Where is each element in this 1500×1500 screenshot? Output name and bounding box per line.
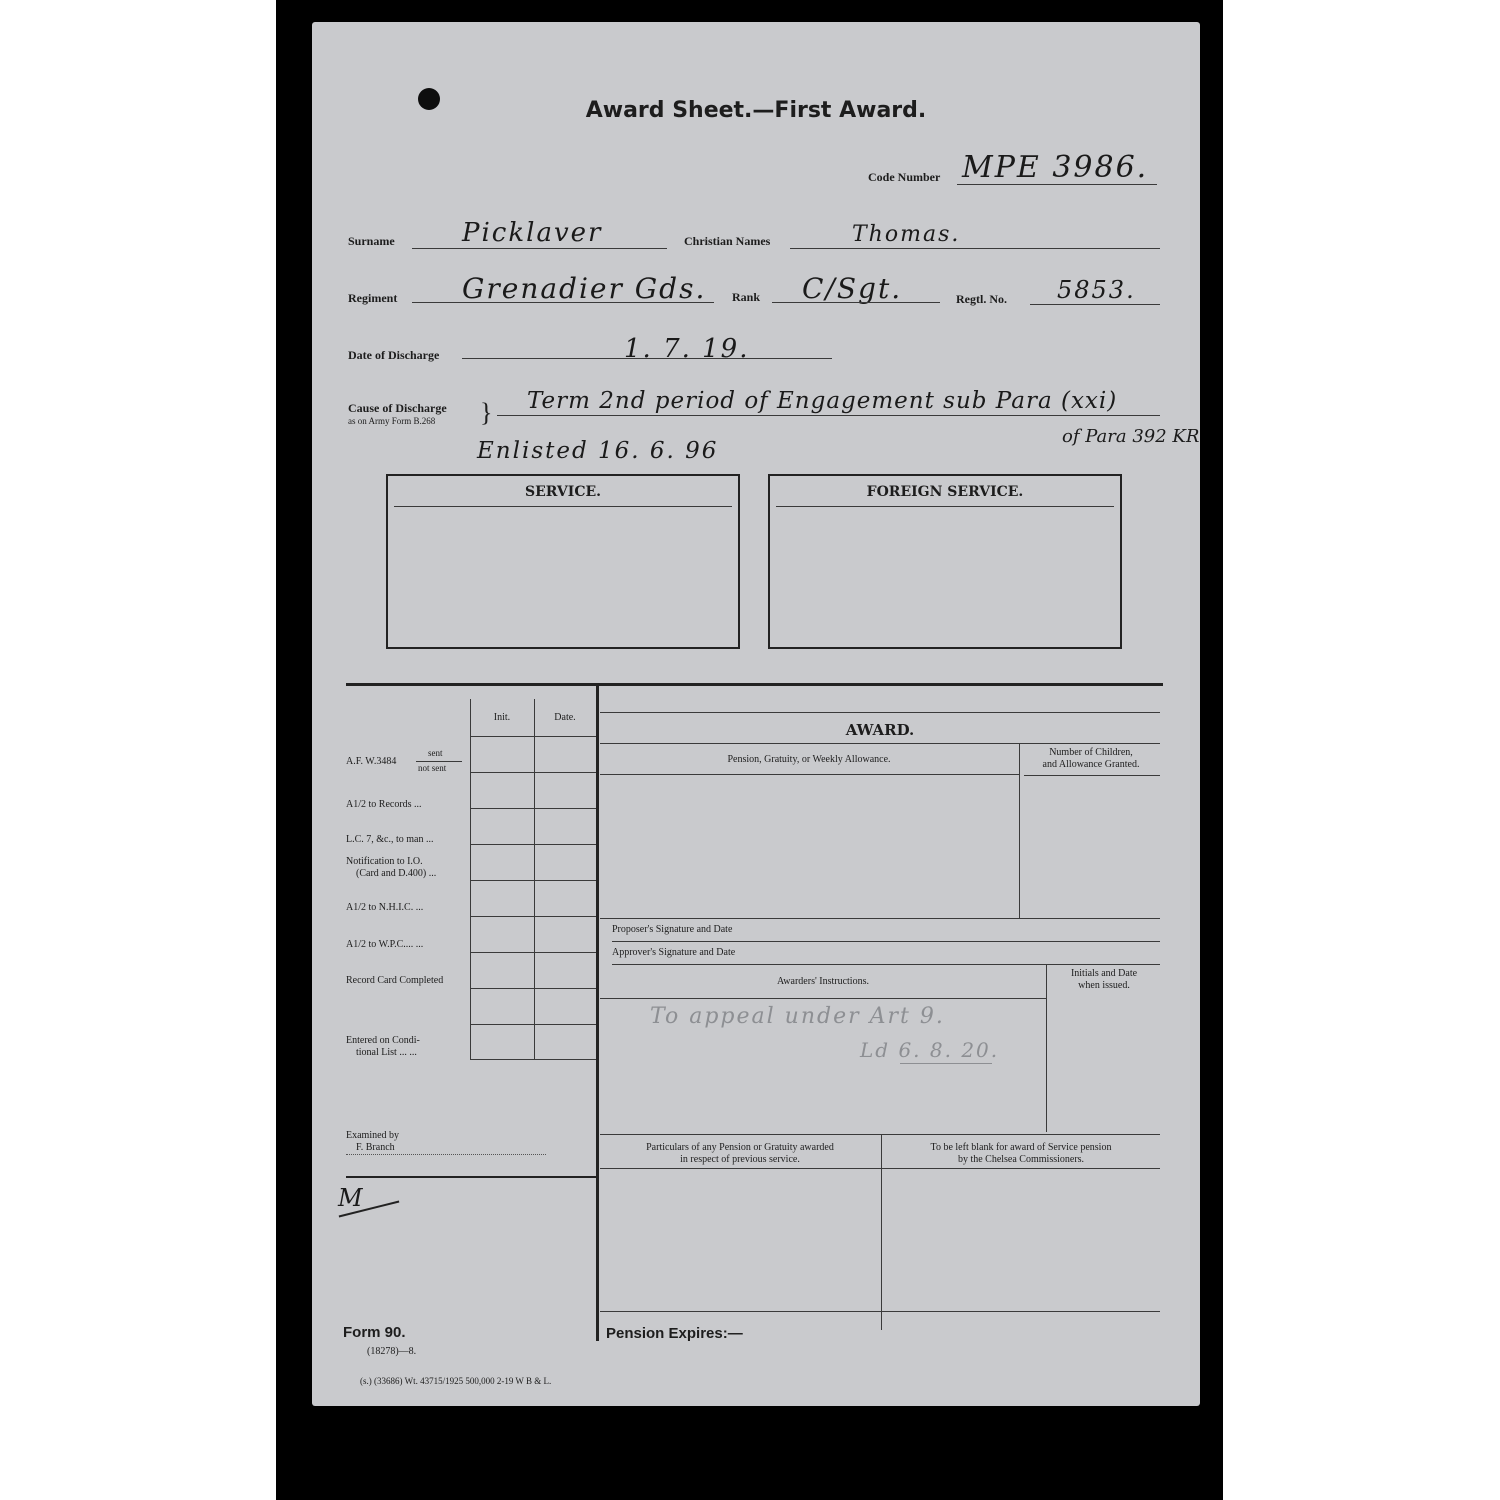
proposer-signature-line <box>612 941 1160 942</box>
regtl-no-line <box>1030 304 1160 305</box>
cause-brace: } <box>480 398 493 427</box>
form-number: Form 90. <box>343 1324 406 1341</box>
regiment-value: Grenadier Gds. <box>462 272 707 305</box>
particulars-column-divider <box>881 1134 882 1330</box>
christian-names-value: Thomas. <box>852 222 961 247</box>
proposer-signature-label: Proposer's Signature and Date <box>612 924 733 935</box>
foreign-service-box-header: FOREIGN SERVICE. <box>866 484 1024 500</box>
checklist-row-extra: not sent <box>418 763 447 773</box>
award-subheader-rule <box>600 774 1020 775</box>
rank-value: C/Sgt. <box>802 272 903 305</box>
award-top-rule <box>600 712 1160 713</box>
checklist-row-label: A1/2 to N.H.I.C. ... <box>346 902 424 913</box>
discharge-date-value: 1. 7. 19. <box>624 334 750 364</box>
section-rule <box>346 683 1163 686</box>
initials-date-header-2: when issued. <box>1078 980 1130 991</box>
checklist-col-date: Date. <box>554 712 576 723</box>
checklist-row-label: L.C. 7, &c., to man ... <box>346 834 434 845</box>
awarders-instruction-line-1: To appeal under Art 9. <box>650 1004 945 1029</box>
award-subheader-rule <box>1024 775 1160 776</box>
checklist-col-b <box>534 699 535 1059</box>
cause-value: Term 2nd period of Engagement sub Para (xxi) <box>527 388 1118 414</box>
chelsea-header-2: by the Chelsea Commissioners. <box>957 1154 1085 1165</box>
checklist-rule <box>470 880 596 881</box>
foreign-service-box <box>768 474 1122 649</box>
regiment-line <box>412 302 714 303</box>
checklist-rule <box>470 952 596 953</box>
checklist-row-label: A1/2 to W.P.C.... ... <box>346 939 424 950</box>
regtl-no-label: Regtl. No. <box>956 292 1007 306</box>
checklist-col-a <box>470 699 471 1059</box>
printer-imprint: (s.) (33686) Wt. 43715/1925 500,000 2-19 W B & L. <box>360 1376 552 1386</box>
rank-line <box>772 302 940 303</box>
cause-label: Cause of Discharge <box>348 401 447 415</box>
checklist-rule <box>470 808 596 809</box>
foreign-service-box-divider <box>776 506 1114 507</box>
checklist-rule <box>470 772 596 773</box>
instructions-header-rule <box>600 998 1046 999</box>
service-box-header: SERVICE. <box>524 484 601 500</box>
particulars-header-1: Particulars of any Pension or Gratuity awarded <box>646 1142 834 1153</box>
particulars-header-rule <box>600 1168 1160 1169</box>
checklist-row-label: Record Card Completed <box>346 975 444 986</box>
checklist-rule <box>470 1059 596 1060</box>
checklist-row-extra: sent <box>428 748 443 758</box>
surname-label: Surname <box>348 234 395 248</box>
award-sheet <box>312 22 1200 1406</box>
discharge-date-label: Date of Discharge <box>348 348 440 362</box>
chelsea-header-1: To be left blank for award of Service pension <box>930 1142 1112 1153</box>
code-number-value: MPE 3986. <box>962 150 1149 185</box>
checklist-fraction-rule <box>416 761 462 762</box>
awarders-instructions-header: Awarders' Instructions. <box>777 976 869 987</box>
approver-signature-label: Approver's Signature and Date <box>612 947 736 958</box>
checklist-row-label: A.F. W.3484 <box>346 756 397 767</box>
children-column-header-1: Number of Children, <box>1049 747 1133 758</box>
service-box-divider <box>394 506 732 507</box>
checklist-rule <box>470 736 596 737</box>
checklist-rule <box>470 844 596 845</box>
award-bottom-rule <box>600 918 1160 919</box>
rank-label: Rank <box>732 290 761 304</box>
christian-names-label: Christian Names <box>684 234 771 248</box>
cause-sublabel: as on Army Form B.268 <box>348 416 436 426</box>
instructions-column-divider <box>1046 964 1047 1132</box>
christian-names-line <box>790 248 1160 249</box>
checklist-rule <box>470 916 596 917</box>
surname-line <box>412 248 667 249</box>
code-number-label: Code Number <box>868 170 941 184</box>
instruction-underline <box>900 1063 992 1064</box>
center-divider <box>596 685 599 1341</box>
examined-by-label: Examined by <box>346 1130 400 1141</box>
pension-column-header: Pension, Gratuity, or Weekly Allowance. <box>727 754 891 765</box>
form-subnumber: (18278)—8. <box>367 1346 417 1357</box>
award-header: AWARD. <box>845 721 915 739</box>
examined-by-line <box>346 1154 546 1155</box>
service-box <box>386 474 740 649</box>
award-header-rule <box>600 743 1160 744</box>
page-title: Award Sheet.—First Award. <box>585 98 927 123</box>
checklist-row-label: Notification to I.O. <box>346 856 423 867</box>
checklist-rule <box>470 988 596 989</box>
regiment-label: Regiment <box>348 291 398 305</box>
particulars-header-2: in respect of previous service. <box>680 1154 800 1165</box>
children-column-header-2: and Allowance Granted. <box>1042 759 1140 770</box>
pension-expires-label: Pension Expires:— <box>606 1325 743 1342</box>
examined-by-initial: M <box>338 1184 365 1212</box>
cause-extra-value: of Para 392 KR <box>1062 426 1200 447</box>
cause-line <box>497 415 1160 416</box>
examined-by-sublabel: F. Branch <box>356 1142 395 1153</box>
checklist-row-label-2: tional List ... ... <box>356 1047 417 1058</box>
approver-signature-line <box>612 964 1160 965</box>
left-bottom-rule <box>346 1176 596 1178</box>
surname-value: Picklaver <box>462 218 603 248</box>
checklist-row-label: A1/2 to Records ... <box>346 799 422 810</box>
particulars-bottom-rule <box>600 1311 1160 1312</box>
award-column-divider <box>1019 743 1020 918</box>
instructions-bottom-rule <box>600 1134 1160 1135</box>
discharge-date-line <box>462 358 832 359</box>
regtl-no-value: 5853. <box>1057 276 1136 304</box>
enlisted-value: Enlisted 16. 6. 96 <box>477 438 719 464</box>
awarders-instruction-line-2: Ld 6. 8. 20. <box>860 1038 1000 1062</box>
checklist-row-label-2: (Card and D.400) ... <box>356 868 437 879</box>
checklist-col-init: Init. <box>493 712 511 723</box>
checklist-row-label: Entered on Condi- <box>346 1035 420 1046</box>
initials-date-header-1: Initials and Date <box>1070 968 1138 979</box>
checklist-rule <box>470 1024 596 1025</box>
code-number-line <box>957 184 1157 185</box>
